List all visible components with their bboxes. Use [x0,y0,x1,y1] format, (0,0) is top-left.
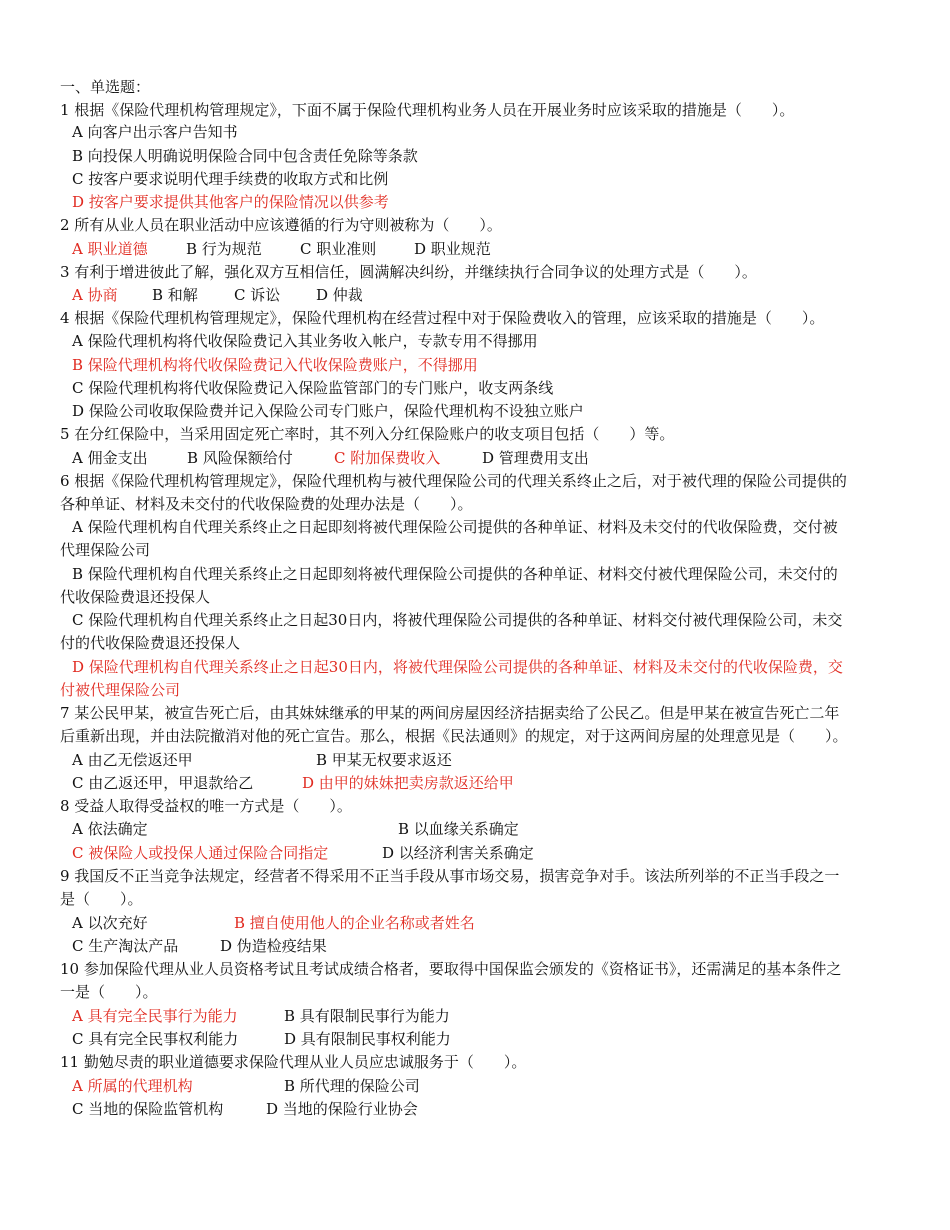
q8-option-d: D 以经济利害关系确定 [382,844,534,862]
question-5-stem: 5 在分红保险中，当采用固定死亡率时，其不列入分红保险账户的收支项目包括（ ）等。 [60,425,675,443]
q6-option-a-line-1: A 保险代理机构自代理关系终止之日起即刻将被代理保险公司提供的各种单证、材料及未交付的代收保险费，交付被 [72,518,838,536]
q5-option-b: B 风险保额给付 [187,449,293,467]
question-4-stem: 4 根据《保险代理机构管理规定》，保险代理机构在经营过程中对于保险费收入的管理，应该采取的措施是（ ）。 [60,309,825,327]
q9-options-row-2 [72,935,327,958]
q6-option-b-line-1: B 保险代理机构自代理关系终止之日起即刻将被代理保险公司提供的各种单证、材料交付被代理保险公司，未交付的 [72,565,838,583]
q1-option-a: A 向客户出示客户告知书 [72,123,238,141]
question-6-stem-line-2: 各种单证、材料及未交付的代收保险费的处理办法是（ ）。 [60,495,473,513]
q10-option-b: B 具有限制民事行为能力 [284,1007,450,1025]
question-9-stem-line-1: 9 我国反不正当竞争法规定，经营者不得采用不正当手段从事市场交易，损害竞争对手。该法所列举的不正当手段之一 [60,867,840,885]
q2-option-a-correct: A 职业道德 [72,240,148,258]
q9-option-b-correct: B 擅自使用他人的企业名称或者姓名 [234,914,475,932]
q10-option-c: C 具有完全民事权利能力 [72,1030,239,1048]
q10-option-a-correct: A 具有完全民事行为能力 [72,1007,238,1025]
question-2-stem: 2 所有从业人员在职业活动中应该遵循的行为守则被称为（ ）。 [60,216,502,234]
q6-option-a-line-2: 代理保险公司 [60,541,151,559]
q11-option-a-correct: A 所属的代理机构 [72,1077,193,1095]
q4-option-b-correct: B 保险代理机构将代收保险费记入代收保险费账户，不得挪用 [72,356,478,374]
q2-option-b: B 行为规范 [186,240,262,258]
q8-option-a: A 依法确定 [72,820,148,838]
q5-options [72,447,589,470]
question-10-stem-line-2: 一是（ ）。 [60,983,158,1001]
q7-option-c: C 由乙返还甲，甲退款给乙 [72,774,254,792]
q10-option-d: D 具有限制民事权利能力 [284,1030,451,1048]
q5-option-d: D 管理费用支出 [482,449,589,467]
q10-options-row-1 [72,1005,450,1028]
question-9-stem-line-2: 是（ ）。 [60,890,143,908]
q9-option-c: C 生产淘汰产品 [72,937,179,955]
question-7-stem-line-1: 7 某公民甲某，被宣告死亡后，由其妹妹继承的甲某的两间房屋因经济拮据卖给了公民乙。但是甲某在被宣告死亡二年 [60,704,840,722]
question-7-stem-line-2: 后重新出现，并由法院撤消对他的死亡宣告。那么，根据《民法通则》的规定，对于这两间房屋的处理意见是（ ）。 [60,727,848,745]
q5-option-a: A 佣金支出 [72,449,148,467]
q2-option-d: D 职业规范 [414,240,491,258]
q3-option-d: D 仲裁 [316,286,363,304]
q9-options-row-1 [72,912,475,935]
q3-option-a-correct: A 协商 [72,286,118,304]
q9-option-d: D 伪造检疫结果 [220,937,327,955]
q3-option-c: C 诉讼 [234,286,281,304]
q1-option-c: C 按客户要求说明代理手续费的收取方式和比例 [72,170,389,188]
q4-option-c: C 保险代理机构将代收保险费记入保险监管部门的专门账户，收支两条线 [72,379,554,397]
q3-options [72,284,363,307]
question-10-stem-line-1: 10 参加保险代理从业人员资格考试且考试成绩合格者，要取得中国保监会颁发的《资格证书》，还需满足的基本条件之 [60,960,842,978]
question-6-stem-line-1: 6 根据《保险代理机构管理规定》，保险代理机构与被代理保险公司的代理关系终止之后，对于被代理的保险公司提供的 [60,472,847,490]
q7-options-row-2 [72,772,514,795]
q7-option-b: B 甲某无权要求返还 [316,751,452,769]
q2-option-c: C 职业准则 [300,240,377,258]
q8-options-row-2 [72,842,534,865]
q11-option-b: B 所代理的保险公司 [284,1077,420,1095]
q11-option-c: C 当地的保险监管机构 [72,1100,224,1118]
q8-option-b: B 以血缘关系确定 [398,820,519,838]
q7-options-row-1 [72,749,452,772]
q11-options-row-1 [72,1075,420,1098]
q8-option-c-correct: C 被保险人或投保人通过保险合同指定 [72,844,329,862]
question-3-stem: 3 有利于增进彼此了解，强化双方互相信任，圆满解决纠纷，并继续执行合同争议的处理方式是（ ）。 [60,263,757,281]
q2-options [72,238,491,261]
q11-options-row-2 [72,1098,418,1121]
q1-option-b: B 向投保人明确说明保险合同中包含责任免除等条款 [72,147,418,165]
q6-option-c-line-1: C 保险代理机构自代理关系终止之日起30日内，将被代理保险公司提供的各种单证、材料交付被代理保险公司，未交 [72,611,843,629]
question-1-stem: 1 根据《保险代理机构管理规定》，下面不属于保险代理机构业务人员在开展业务时应该采取的措施是（ ）。 [60,101,795,119]
q11-option-d: D 当地的保险行业协会 [266,1100,418,1118]
q6-option-c-line-2: 付的代收保险费退还投保人 [60,634,241,652]
question-8-stem: 8 受益人取得受益权的唯一方式是（ ）。 [60,797,352,815]
q3-option-b: B 和解 [152,286,198,304]
q4-option-a: A 保险代理机构将代收保险费记入其业务收入帐户，专款专用不得挪用 [72,332,538,350]
q5-option-c-correct: C 附加保费收入 [334,449,441,467]
q9-option-a: A 以次充好 [72,914,148,932]
q7-option-d-correct: D 由甲的妹妹把卖房款返还给甲 [302,774,514,792]
q4-option-d: D 保险公司收取保险费并记入保险公司专门账户，保险代理机构不设独立账户 [72,402,584,420]
q1-option-d-correct: D 按客户要求提供其他客户的保险情况以供参考 [72,193,389,211]
question-11-stem: 11 勤勉尽责的职业道德要求保险代理从业人员应忠诚服务于（ ）。 [60,1053,527,1071]
q6-option-d-correct-line-2: 付被代理保险公司 [60,681,181,699]
q8-options-row-1 [72,818,519,841]
q7-option-a: A 由乙无偿返还甲 [72,751,193,769]
q6-option-d-correct-line-1: D 保险代理机构自代理关系终止之日起30日内，将被代理保险公司提供的各种单证、材料及未交付的代收保险费，交 [72,658,843,676]
q10-options-row-2 [72,1028,451,1051]
section-title: 一、单选题： [60,78,151,96]
q6-option-b-line-2: 代收保险费退还投保人 [60,588,211,606]
